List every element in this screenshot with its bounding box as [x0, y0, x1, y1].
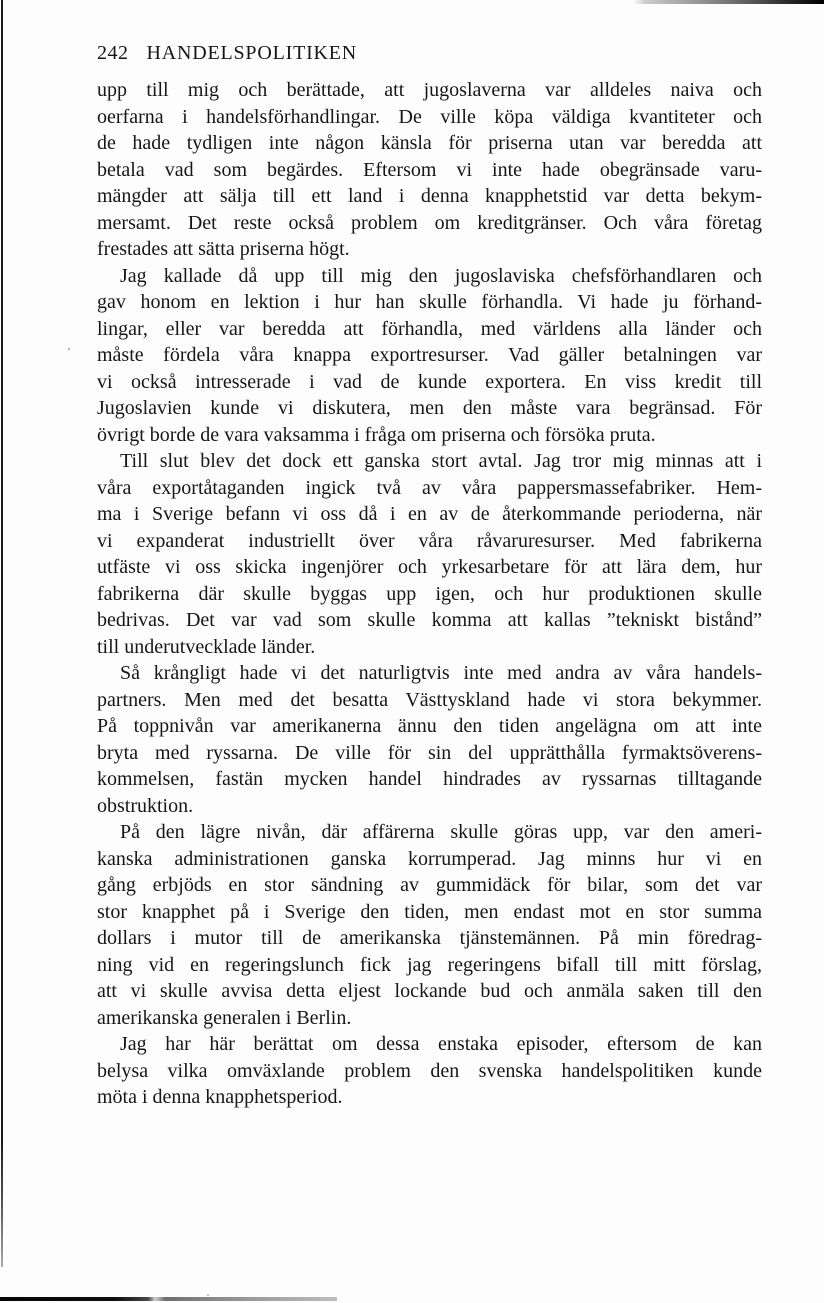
text-line: mersamt. Det reste också problem om kreditgränser. Och våra företag	[97, 211, 762, 234]
text-line: övrigt borde de vara vaksamma i fråga om priserna och försöka pruta.	[97, 423, 656, 446]
text-line: amerikanska generalen i Berlin.	[97, 1006, 352, 1029]
text-line: betala vad som begärdes. Eftersom vi inte hade obegränsade varu-	[97, 158, 762, 181]
text-line: kommelsen, fastän mycken handel hindrades av ryssarnas tilltagande	[97, 768, 762, 790]
paragraph	[97, 819, 762, 1031]
text-line: oerfarna i handelsförhandlingar. De ville köpa väldiga kvantiteter och	[97, 105, 762, 128]
text-line: gång erbjöds en stor sändning av gummidäck för bilar, som det var	[97, 874, 762, 896]
text-line: utfäste vi oss skicka ingenjörer och yrkesarbetare för att lära dem, hur	[97, 556, 762, 578]
text-line: vi expanderat industriellt över våra råvaruresurser. Med fabrikerna	[97, 529, 762, 552]
text-line: att vi skulle avvisa detta eljest lockande bud och anmäla saken till den	[97, 980, 762, 1002]
paragraph	[97, 263, 762, 449]
paragraph	[97, 660, 762, 819]
paragraph	[97, 1031, 762, 1111]
text-block	[97, 77, 762, 1111]
text-line: till underutvecklade länder.	[97, 635, 316, 658]
text-line: bedrivas. Det var vad som skulle komma att kallas ”tekniskt bistånd”	[97, 609, 762, 631]
text-line: mängder att sälja till ett land i denna knapphetstid var detta bekym-	[97, 185, 762, 207]
text-line: våra exportåtaganden ingick två av våra pappersmassefabriker. Hem-	[97, 476, 762, 499]
text-line: partners. Men med det besatta Västtyskland hade vi stora bekymmer.	[97, 688, 762, 711]
text-line: belysa vilka omväxlande problem den svenska handelspolitiken kunde	[97, 1059, 762, 1082]
text-line: möta i denna knapphetsperiod.	[97, 1086, 343, 1108]
text-line: Jag har här berättat om dessa enstaka episoder, eftersom de kan	[120, 1033, 762, 1055]
scan-artifact-left-edge	[1, 0, 3, 1267]
text-line: Jag kallade då upp till mig den jugoslaviska chefsförhandlaren och	[120, 264, 762, 287]
scan-speck	[207, 1294, 209, 1296]
paragraph	[97, 77, 762, 263]
text-line: gav honom en lektion i hur han skulle förhandla. Vi hade ju förhand-	[97, 291, 762, 313]
text-line: På toppnivån var amerikanerna ännu den tiden angelägna om att inte	[97, 715, 762, 737]
text-line: vi också intresserade i vad de kunde exportera. En viss kredit till	[97, 370, 762, 393]
text-line: ma i Sverige befann vi oss då i en av de återkommande perioderna, när	[97, 503, 762, 525]
page-number: 242	[97, 42, 129, 64]
running-head	[97, 42, 357, 64]
scan-speck	[68, 348, 70, 350]
text-line: fabrikerna där skulle byggas upp igen, och hur produktionen skulle	[97, 582, 762, 605]
text-line: kanska administrationen ganska korrumperad. Jag minns hur vi en	[97, 847, 762, 870]
text-line: upp till mig och berättade, att jugoslaverna var alldeles naiva och	[97, 79, 762, 101]
text-line: obstruktion.	[97, 794, 194, 817]
text-line: Så krångligt hade vi det naturligtvis inte med andra av våra handels-	[120, 662, 762, 684]
text-line: de hade tydligen inte någon känsla för priserna utan var beredda att	[97, 132, 762, 154]
scan-artifact-top-right	[633, 0, 824, 4]
text-line: lingar, eller var beredda att förhandla, med världens alla länder och	[97, 317, 762, 340]
scan-artifact-bottom-edge	[0, 1297, 337, 1301]
text-line: frestades att sätta priserna högt.	[97, 238, 350, 260]
text-line: På den lägre nivån, där affärerna skulle göras upp, var den ameri-	[120, 821, 762, 843]
chapter-title: HANDELSPOLITIKEN	[146, 42, 358, 64]
text-line: dollars i mutor till de amerikanska tjänstemännen. På min föredrag-	[97, 927, 762, 949]
text-line: Till slut blev det dock ett ganska stort avtal. Jag tror mig minnas att i	[120, 450, 762, 472]
text-line: stor knapphet på i Sverige den tiden, men endast mot en stor summa	[97, 900, 762, 923]
paragraph	[97, 448, 762, 660]
text-line: måste fördela våra knappa exportresurser. Vad gäller betalningen var	[97, 344, 762, 366]
text-line: ning vid en regeringslunch fick jag regeringens bifall till mitt förslag,	[97, 953, 762, 976]
text-line: bryta med ryssarna. De ville för sin del upprätthålla fyrmaktsöverens-	[97, 741, 762, 764]
text-line: Jugoslavien kunde vi diskutera, men den måste vara begränsad. För	[97, 397, 762, 419]
